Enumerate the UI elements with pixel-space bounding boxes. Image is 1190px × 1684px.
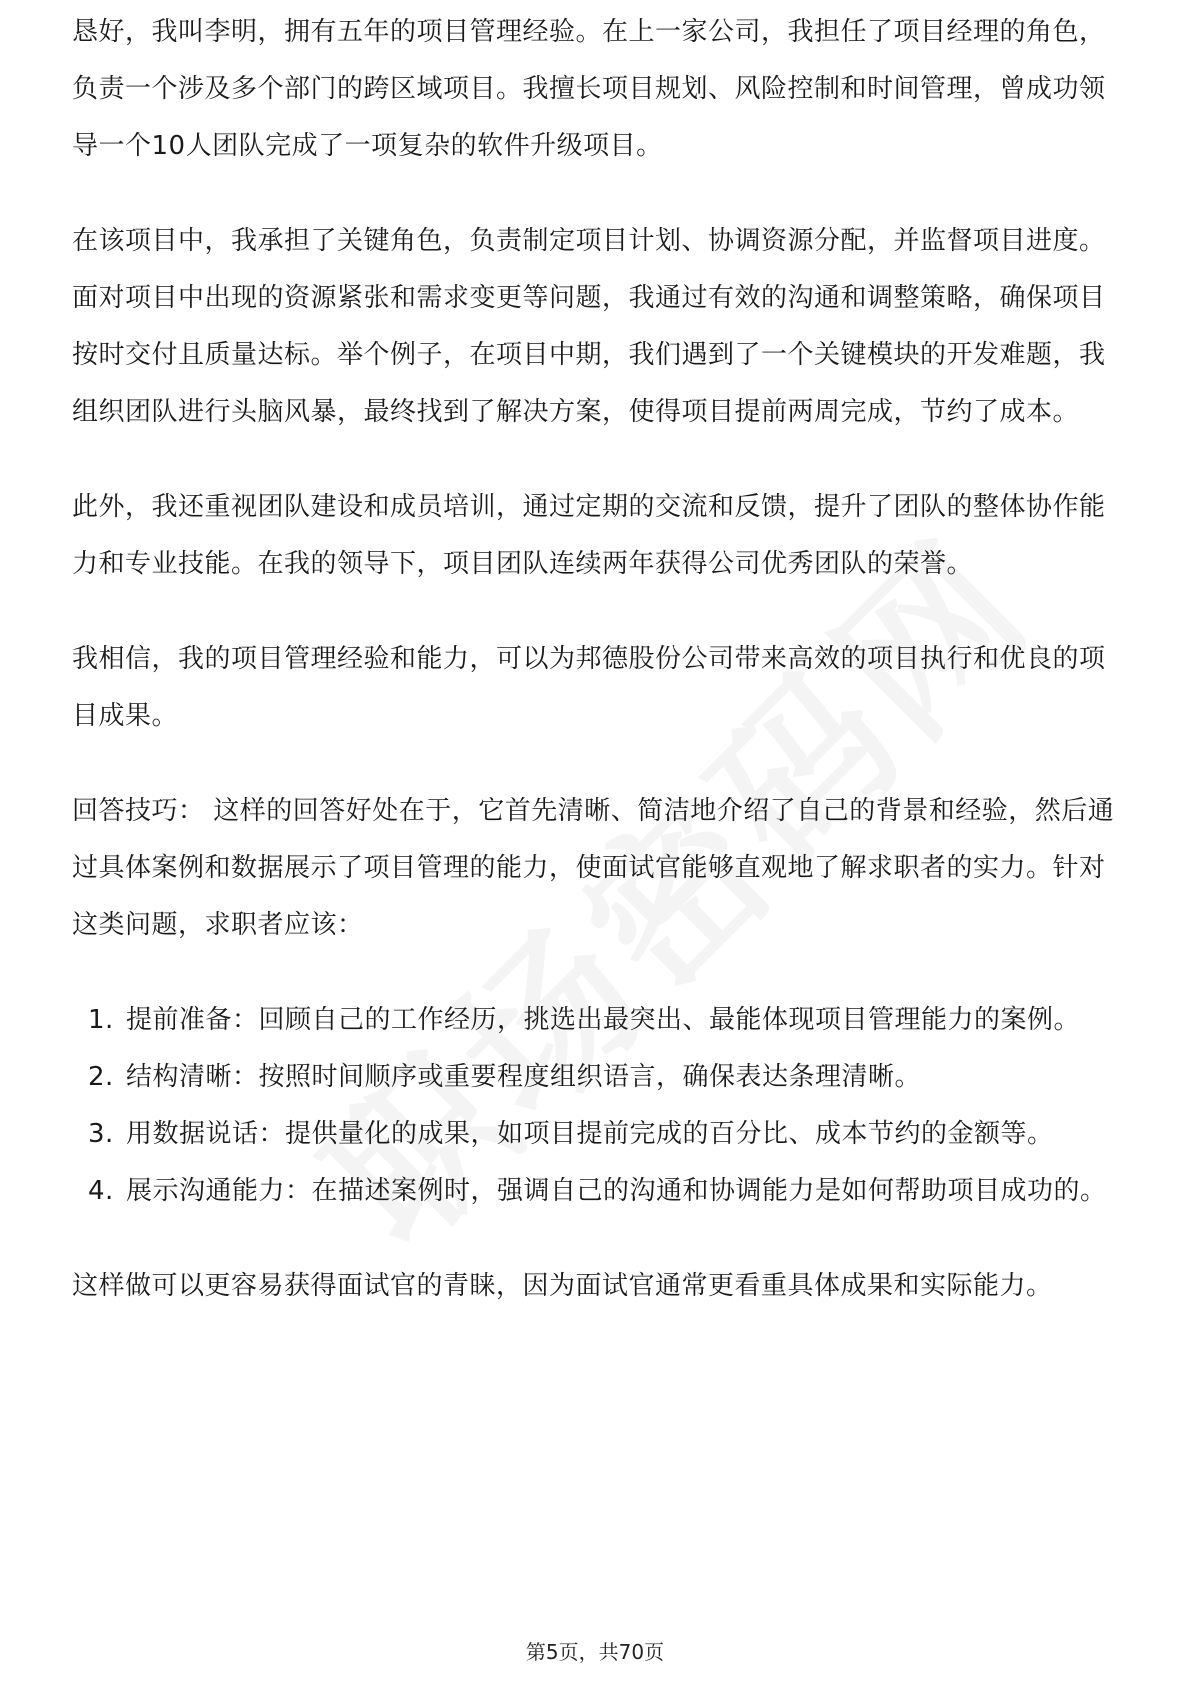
list-number: 3. — [88, 1119, 114, 1149]
paragraph-team-building: 此外，我还重视团队建设和成员培训，通过定期的交流和反馈，提升了团队的整体协作能力和专业技能。在我的领导下，项目团队连续两年获得公司优秀团队的荣誉。 — [72, 492, 1106, 579]
list-number: 4. — [88, 1176, 114, 1206]
paragraph-answer-tips: 回答技巧： 这样的回答好处在于，它首先清晰、简洁地介绍了自己的背景和经验，然后通过具体案例和数据展示了项目管理的能力，使面试官能够直观地了解求职者的实力。针对这类问题，求职者应该： — [72, 796, 1115, 940]
paragraph-intro: 恳好，我叫李明，拥有五年的项目管理经验。在上一家公司，我担任了项目经理的角色，负责一个涉及多个部门的跨区域项目。我擅长项目规划、风险控制和时间管理，曾成功领导一个10人团队完成了一项复杂的软件升级项目。 — [72, 17, 1106, 161]
list-item — [72, 1106, 1122, 1163]
list-number: 1. — [88, 1005, 114, 1035]
page-number: 第5页，共70页 — [525, 1640, 665, 1664]
tips-list — [72, 992, 1122, 1220]
list-text: 展示沟通能力：在描述案例时，强调自己的沟通和协调能力是如何帮助项目成功的。 — [126, 1176, 1107, 1206]
paragraph-closing: 这样做可以更容易获得面试官的青睐，因为面试官通常更看重具体成果和实际能力。 — [72, 1271, 1053, 1301]
list-text: 结构清晰：按照时间顺序或重要程度组织语言，确保表达条理清晰。 — [126, 1062, 922, 1092]
paragraph-conclusion: 我相信，我的项目管理经验和能力，可以为邦德股份公司带来高效的项目执行和优良的项目成果。 — [72, 644, 1106, 731]
list-item — [72, 1163, 1122, 1220]
paragraph-project-role: 在该项目中，我承担了关键角色，负责制定项目计划、协调资源分配，并监督项目进度。面对项目中出现的资源紧张和需求变更等问题，我通过有效的沟通和调整策略，确保项目按时交付且质量达标。举个例子，在项目中期，我们遇到了一个关键模块的开发难题，我组织团队进行头脑风暴，最终找到了解决方案，使得项目提前两周完成，节约了成本。 — [72, 226, 1106, 427]
list-item — [72, 1049, 1122, 1106]
list-text: 用数据说话：提供量化的成果，如项目提前完成的百分比、成本节约的金额等。 — [126, 1119, 1054, 1149]
list-number: 2. — [88, 1062, 114, 1092]
list-text: 提前准备：回顾自己的工作经历，挑选出最突出、最能体现项目管理能力的案例。 — [126, 1005, 1081, 1035]
list-item — [72, 992, 1122, 1049]
document-body — [72, 17, 1122, 1353]
